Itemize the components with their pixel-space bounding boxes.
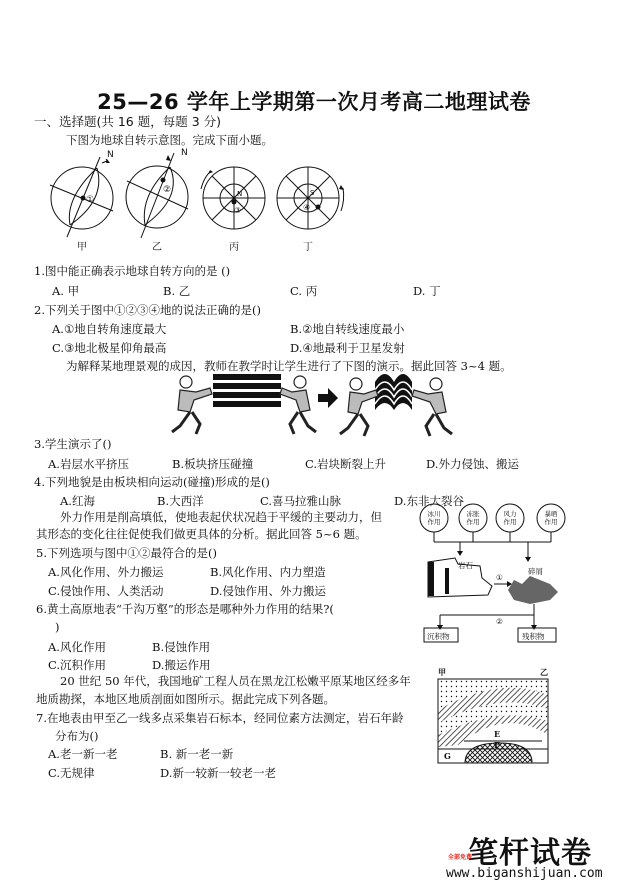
svg-text:④: ④ bbox=[303, 203, 311, 212]
question-5-stem: 5.下列选项与图中①②最符合的是() bbox=[36, 546, 217, 560]
svg-text:碎屑: 碎屑 bbox=[528, 567, 543, 576]
svg-text:②: ② bbox=[163, 185, 172, 195]
q3-option-d[interactable]: D.外力侵蚀、搬运 bbox=[426, 457, 519, 471]
intro-text-3-line1: 外力作用是削高填低，使地表起伏状况趋于平缓的主要动力，但 bbox=[60, 510, 382, 524]
q3-option-c[interactable]: C.岩块断裂上升 bbox=[305, 457, 387, 471]
section-heading: 一、选择题(共 16 题，每题 3 分) bbox=[34, 114, 222, 129]
svg-text:②: ② bbox=[496, 617, 503, 626]
q2-option-d[interactable]: D.④地最利于卫星发射 bbox=[290, 341, 405, 355]
question-4-stem: 4.下列地貌是由板块相向运动(碰撞)形成的是() bbox=[34, 475, 270, 489]
q3-option-a[interactable]: A.岩层水平挤压 bbox=[48, 457, 129, 471]
q2-option-b[interactable]: B.②地自转线速度最小 bbox=[290, 322, 405, 336]
exam-title: 25—26 学年上学期第一次月考高二地理试卷 bbox=[97, 90, 531, 114]
svg-text:甲: 甲 bbox=[438, 668, 446, 677]
q2-option-c[interactable]: C.③地北极星仰角最高 bbox=[52, 341, 167, 355]
q7-option-c[interactable]: C.无规律 bbox=[48, 766, 95, 780]
weathering-flow-figure bbox=[410, 500, 628, 645]
svg-text:乙: 乙 bbox=[152, 242, 162, 253]
watermark-brand: 笔杆试卷 bbox=[468, 836, 592, 871]
earth-rotation-figure bbox=[40, 145, 370, 255]
svg-text:作用: 作用 bbox=[427, 518, 441, 526]
svg-text:风力: 风力 bbox=[503, 510, 517, 518]
q6-option-c[interactable]: C.沉积作用 bbox=[48, 658, 107, 672]
question-3-stem: 3.学生演示了() bbox=[34, 437, 112, 451]
question-6-stem: 6.黄土高原地表“千沟万壑”的形态是哪种外力作用的结果?( bbox=[36, 602, 334, 616]
svg-text:岩石: 岩石 bbox=[458, 561, 473, 570]
question-1-stem: 1.图中能正确表示地球自转方向的是 () bbox=[34, 264, 231, 278]
svg-text:①: ① bbox=[496, 573, 503, 582]
svg-text:暴晒: 暴晒 bbox=[544, 510, 558, 518]
svg-text:S: S bbox=[310, 189, 315, 197]
q4-option-d[interactable]: D.东非大裂谷 bbox=[394, 494, 464, 508]
question-6-stem-cont: ) bbox=[55, 620, 60, 634]
q5-option-b[interactable]: B.风化作用、内力塑造 bbox=[210, 565, 326, 579]
svg-text:冰川: 冰川 bbox=[427, 510, 441, 518]
intro-text-4-line2: 地质勘探，本地区地质剖面如图所示。据此完成下列各题。 bbox=[36, 692, 335, 706]
svg-text:G: G bbox=[444, 751, 451, 761]
q6-option-d[interactable]: D.搬运作用 bbox=[152, 658, 211, 672]
intro-text-1: 下图为地球自转示意图。完成下面小题。 bbox=[66, 133, 273, 147]
svg-text:丁: 丁 bbox=[303, 242, 313, 253]
svg-text:作用: 作用 bbox=[544, 518, 558, 526]
q7-option-d[interactable]: D.新一较新一较老一老 bbox=[160, 766, 276, 780]
watermark-free-tag: 全部免费 bbox=[448, 854, 473, 861]
svg-text:冻胀: 冻胀 bbox=[466, 510, 480, 518]
q5-option-c[interactable]: C.侵蚀作用、人类活动 bbox=[48, 584, 164, 598]
q1-option-c[interactable]: C. 丙 bbox=[290, 284, 318, 298]
q1-option-b[interactable]: B. 乙 bbox=[163, 284, 191, 298]
svg-text:①: ① bbox=[86, 195, 95, 205]
svg-text:F: F bbox=[494, 740, 500, 750]
svg-text:N: N bbox=[181, 148, 188, 158]
q4-option-c[interactable]: C.喜马拉雅山脉 bbox=[260, 494, 342, 508]
q2-option-a[interactable]: A.①地自转角速度最大 bbox=[52, 322, 167, 336]
q1-option-a[interactable]: A. 甲 bbox=[52, 284, 80, 298]
svg-text:沉积物: 沉积物 bbox=[427, 632, 450, 641]
q7-option-b[interactable]: B. 新一老一新 bbox=[160, 747, 234, 761]
q4-option-b[interactable]: B.大西洋 bbox=[157, 494, 204, 508]
watermark-url[interactable]: www.biganshijuan.com bbox=[446, 866, 603, 881]
q5-option-d[interactable]: D.侵蚀作用、外力搬运 bbox=[210, 584, 326, 598]
svg-text:残积物: 残积物 bbox=[522, 632, 545, 641]
svg-text:作用: 作用 bbox=[466, 518, 480, 526]
q6-option-a[interactable]: A.风化作用 bbox=[48, 640, 106, 654]
intro-text-2: 为解释某地理景观的成因，教师在教学时让学生进行了下图的演示。据此回答 3~4 题。 bbox=[66, 359, 512, 373]
intro-text-4-line1: 20 世纪 50 年代，我国地矿工程人员在黑龙江松嫩平原某地区经多年 bbox=[60, 674, 411, 688]
question-7-stem: 7.在地表由甲至乙一线多点采集岩石标本，经同位素方法测定，岩石年龄 bbox=[36, 711, 404, 725]
svg-text:③: ③ bbox=[234, 206, 242, 215]
geologic-section-figure bbox=[430, 665, 560, 775]
svg-text:E: E bbox=[494, 729, 501, 739]
intro-text-3-line2: 其形态的变化往往促使我们做更具体的分析。据此回答 5~6 题。 bbox=[36, 527, 367, 541]
svg-text:N: N bbox=[107, 150, 114, 160]
svg-text:N: N bbox=[237, 190, 243, 198]
folding-demo-figure bbox=[150, 370, 460, 440]
question-7-stem-cont: 分布为() bbox=[55, 729, 99, 743]
q4-option-a[interactable]: A.红海 bbox=[60, 494, 95, 508]
q3-option-b[interactable]: B.板块挤压碰撞 bbox=[172, 457, 254, 471]
svg-text:乙: 乙 bbox=[540, 668, 548, 677]
svg-text:作用: 作用 bbox=[503, 518, 517, 526]
svg-text:甲: 甲 bbox=[77, 242, 87, 253]
q1-option-d[interactable]: D. 丁 bbox=[413, 284, 441, 298]
question-2-stem: 2.下列关于图中①②③④地的说法正确的是() bbox=[34, 303, 261, 317]
q5-option-a[interactable]: A.风化作用、外力搬运 bbox=[48, 565, 164, 579]
q6-option-b[interactable]: B.侵蚀作用 bbox=[152, 640, 211, 654]
svg-text:丙: 丙 bbox=[229, 242, 239, 253]
q7-option-a[interactable]: A.老一新一老 bbox=[48, 747, 118, 761]
